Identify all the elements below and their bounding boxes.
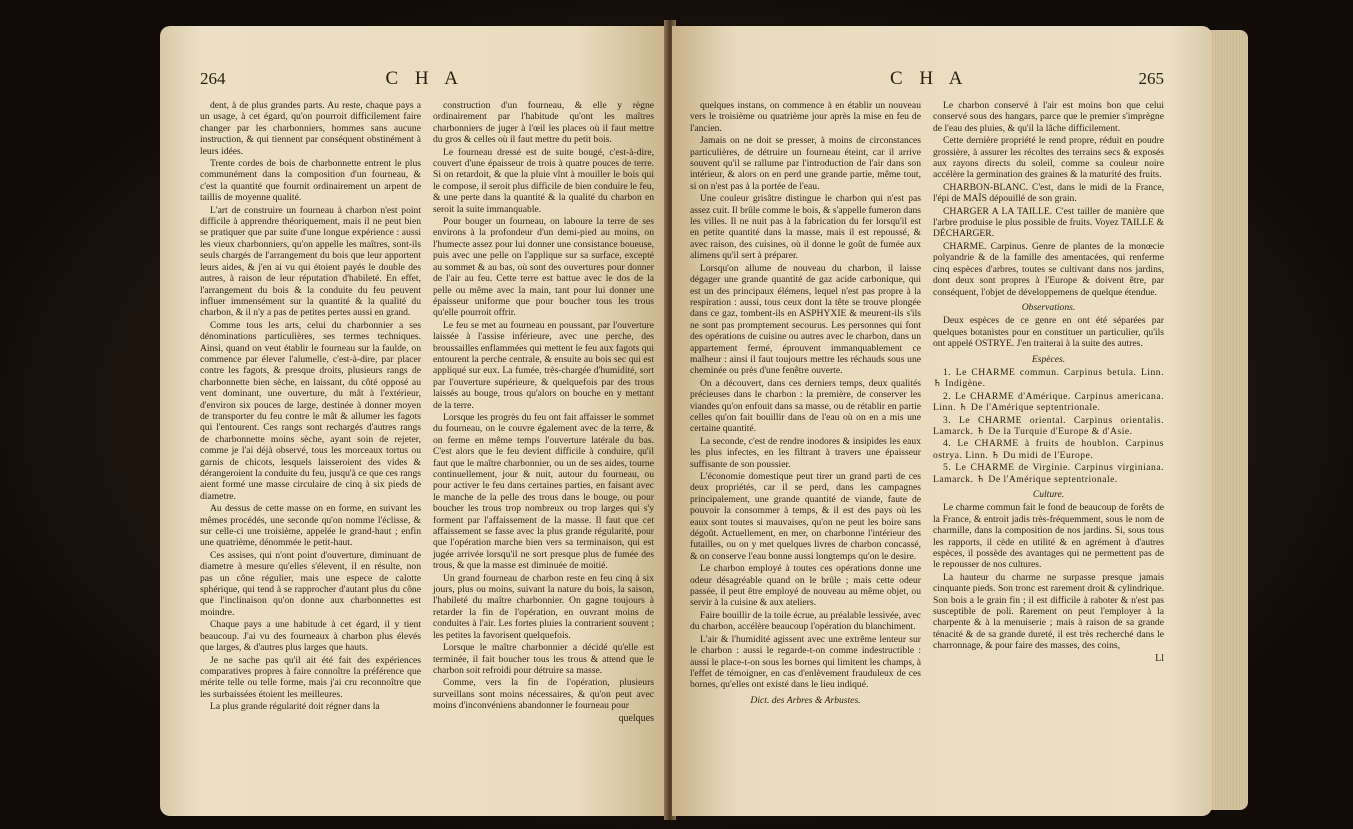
paragraph: Une couleur grisâtre distingue le charbon qui n'est pas assez cuit. Il brûle comme le bois, & s'appelle fumeron dans les villes. Il ne nuit pas à la fabrication du fer lorsqu'il est en petite quantité dans la masse, mais il est repoussé, & avec raison, des cuisines, où il donne le goût de fumée aux alimens qu'il sert à préparer. [690,193,921,262]
left-running-head: C H A [385,68,465,89]
paragraph: La seconde, c'est de rendre inodores & insipides les eaux les plus infectes, en les filtrant à travers une épaisseur suffisante de son poussier. [690,435,921,470]
paragraph: Faire bouillir de la toile écrue, au préalable lessivée, avec du charbon, accélère beaucoup l'opération du blanchiment. [690,609,921,633]
paragraph: L'art de construire un fourneau à charbon n'est point difficile à apprendre théoriquement, mais il ne peut bien se pratiquer que par suite d'une longue expérience : aussi les vieux charbonniers, qu'on appelle les maîtres, sont-ils seuls chargés de l'arrangement du bois que leur apportent leurs aides, & j'en ai vu qui étoient payés le double des autres, à raison de leur réputation d'habileté. En effet, l'arrangement du bois & la conduite du feu peuvent influer immensément sur la quantité & la qualité du charbon, & il n'y a pas de petites pertes aussi en grand. [200,204,421,319]
right-column-1 [690,100,921,708]
left-page [160,26,668,816]
paragraph: Je ne sache pas qu'il ait été fait des expériences comparatives propres à faire connoître la préférence que mérite telle ou telle forme, mais j'ai cru reconnoître que les surbaissées étoient les meilleures. [200,654,421,700]
species-item: 1. Le CHARME commun. Carpinus betula. Linn. ♄ Indigène. [933,366,1164,390]
paragraph: construction d'un fourneau, & elle y règne ordinairement par l'habitude qu'ont les maîtres charbonniers de juger à l'œil les places où il faut mettre du gros & celles où il faut mettre du petit bois. [433,100,654,146]
source-citation: Dict. des Arbres & Arbustes. [750,694,861,706]
paragraph: Chaque pays a une habitude à cet égard, il y tient beaucoup. J'ai vu des fourneaux à charbon plus élevés que larges, & d'autres plus larges que hauts. [200,619,421,654]
paragraph: Pour bouger un fourneau, on laboure la terre de ses environs à la profondeur d'un demi-pied au moins, on l'humecte assez pour lui donner une consistance boueuse, puis avec une pelle on l'applique sur sa surface, excepté au sommet & au bas, où sont des ouvertures pour donner de l'air au feu. Cette terre est battue avec le dos de la pelle ou même avec la main, tant pour lui donner une épaisseur uniforme que pour boucher tous les trous qu'elle pourroit offrir. [433,216,654,319]
left-header [200,68,654,90]
entry-charme: CHARME. Carpinus. Genre de plantes de la monœcie polyandrie & de la famille des amentacées, qui renferme cinq espèces d'arbres, toutes se cultivant dans nos jardins, dont deux sont propres à l'Europe & doivent être, par conséquent, l'objet de développemens de quelque étendue. [933,240,1164,298]
species-item: 5. Le CHARME de Virginie. Carpinus virginiana. Lamarck. ♄ De l'Amérique septentrionale. [933,462,1164,485]
left-page-number: 264 [200,69,226,88]
paragraph: dent, à de plus grandes parts. Au reste, chaque pays a un usage, à cet égard, qu'on pourroit difficilement faire changer par les charbonniers, hommes sans aucune instruction, & qui tiennent par conséquent obstinément à leurs idées. [200,100,421,157]
paragraph: L'économie domestique peut tirer un grand parti de ces deux propriétés, car il se perd, dans les campagnes principalement, une grande quantité de viande, faute de pouvoir la consommer à temps, & il est des pays où les eaux sont toutes si mauvaises, qu'on ne peut les boire sans dégoût. Actuellement, en mer, on charbonne l'intérieur des futailles, ou on y met quelques livres de charbon concassé, & on conserve l'eau bonne aussi longtemps qu'on le desire. [690,471,921,562]
page-edges [1208,30,1248,810]
paragraph: Le charme commun fait le fond de beaucoup de forêts de la France, & entroit jadis très-fréquemment, sous le nom de charmille, dans la composition de nos jardins. Si, sous tous les rapports, il cède en utilité & en agrément à d'autres espèces, il possède des avantages qui ne permettent pas de le repousser de nos cultures. [933,502,1164,571]
paragraph: La plus grande régularité doit régner dans la [210,701,380,713]
section-heading: Culture. [1032,489,1065,500]
paragraph: Trente cordes de bois de charbonnette entrent le plus communément dans la composition d'un fourneau, & c'est la quantité que fournit ordinairement un arpent de taillis de moyenne qualité. [200,158,421,204]
section-heading: Observations. [1021,301,1076,313]
paragraph: Le charbon conservé à l'air est moins bon que celui conservé sous des hangars, parce que le premier s'imprègne de l'eau des pluies, & qu'il la lâche difficilement. [933,100,1164,134]
left-catchword: quelques [618,712,654,724]
paragraph: Deux espèces de ce genre en ont été séparées par quelques botanistes pour en constituer un particulier, qu'ils ont appelé OSTRYE. J'en traiterai à la suite des autres. [933,315,1164,350]
species-item: 4. Le CHARME à fruits de houblon. Carpinus ostrya. Linn. ♄ Du midi de l'Europe. [933,438,1164,461]
left-column-1 [200,100,421,724]
paragraph: La hauteur du charme ne surpasse presque jamais cinquante pieds. Son tronc est rarement droit & cylindrique. Son bois a le grain fin ; il est difficile à raboter & n'est pas susceptible de poli. Rarement on peut l'employer à la charpente & à la menuiserie ; mais à raison de sa grande ténacité & de sa grande dureté, il est très recherché dans le charronnage, & pour faire des masses, des coins, [933,571,1164,652]
right-column-2 [933,100,1164,708]
paragraph: quelques instans, on commence à en établir un nouveau vers le troisième ou quatrième jour après la mise en feu de l'ancien. [690,100,921,134]
paragraph: Ces assises, qui n'ont point d'ouverture, diminuant de diametre à mesure qu'elles s'élevent, il en résulte, non pas un cône régulier, mais une espece de calotte sphérique, qui tend à se rapprocher d'autant plus du cône que l'inclinaison qu'on donne aux charbonnettes est moindre. [200,549,421,618]
right-signature-mark: Ll [1155,652,1164,664]
left-column-2 [433,100,654,724]
paragraph: Un grand fourneau de charbon reste en feu cinq à six jours, plus ou moins, suivant la nature du bois, la saison, l'habileté du maître charbonnier. On gagne toujours à retarder la fin de l'opération, en ouvrant moins de conduites à l'air. Les fortes pluies la contrarient souvent ; les petites la favorisent quelquefois. [433,572,654,641]
paragraph: L'air & l'humidité agissent avec une extrême lenteur sur le charbon : aussi le regarde-t-on comme indestructible : aussi le place-t-on sous les bornes qui limitent les champs, à l'effet de témoigner, en cas d'enlèvement frauduleux de ces bornes, qu'elles ont existé dans le lieu indiqué. [690,633,921,691]
right-page [672,26,1212,816]
right-header [690,68,1164,90]
right-page-number: 265 [1138,69,1164,88]
paragraph: On a découvert, dans ces derniers temps, deux qualités précieuses dans le charbon : la première, de conserver les viandes qu'on enfouit dans sa masse, ou de rétablir en partie celles qu'on fait bouillir dans de l'eau où on en a mis une certaine quantité. [690,377,921,435]
right-running-head: C H A [889,68,969,89]
paragraph: Lorsque les progrès du feu ont fait affaisser le sommet du fourneau, on le couvre également avec de la terre, & on ferme en même temps l'ouverture latérale du bas. C'est alors que le feu devient difficile à conduire, qu'il faut que le maître charbonnier, ou un de ses aides, tourne continuellement, jour & nuit, autour du fourneau, ou pour activer le feu dans certaines parties, en faisant avec le manche de la pelle des trous dans le bouge, ou pour boucher les trous trop nombreux ou trop larges qui s'y forment par l'affaissement de la masse. Il faut que cet affaissement se fasse avec la plus grande régularité, pour que l'opération marche bien vers sa terminaison, qui est jugée arrivée lorsqu'il ne sort presque plus de fumée des trous, & que la masse est diminuée de moitié. [433,411,654,572]
paragraph: Cette dernière propriété le rend propre, réduit en poudre grossière, à assurer les récoltes des terrains secs & exposés aux rayons directs du soleil, comme sa couleur noire accélère la germination des graines & la maturité des fruits. [933,135,1164,181]
paragraph: Comme tous les arts, celui du charbonnier a ses dénominations particulières, ses termes techniques. Ainsi, quand on veut établir le fourneau sur la faulde, on commence par élever l'alumelle, c'est-à-dire, par placer contre les fagots, & presque droits, plusieurs rangs de charbonnette bien sèche, en laissant, du côté opposé au vent dominant, une ouverture, du mât à l'extérieur, d'environ six pouces de large, destinée à donner moyen de transporter du feu contre le mât & allumer les fagots qui l'entourent. Ces rangs sont rechargés d'autres rangs de charbonnette moins sèche, ayant soin de rejeter, comme je l'ai déjà observé, tous les morceaux tortus ou garnis de chicots, lesquels laisseroient des vides & dérangeroient la conduite du feu, jusqu'à ce que ces rangs aient formé une masse circulaire de cinq à six pieds de diametre. [200,319,421,502]
paragraph: Lorsqu'on allume de nouveau du charbon, il laisse dégager une grande quantité de gaz acide carbonique, qui est un des principaux élémens, lequel n'est pas propre à la respiration : aussi, tous ceux dont la tête se trouve plongée dans ce gaz, tombent-ils en ASPHYXIE & meurent-ils s'ils ne sont pas promptement secourus. Les personnes qui font des opérations de cuisine ou autres avec le charbon, dans un appartement fermé, éprouvent immanquablement ce malheur : ainsi il faut toujours mettre les réchauds sous une cheminée ou près d'une fenêtre ouverte. [690,262,921,377]
species-item: 3. Le CHARME oriental. Carpinus orientalis. Lamarck. ♄ De la Turquie d'Europe & d'Asie. [933,414,1164,437]
entry-charger: CHARGER A LA TAILLE. C'est tailler de manière que l'arbre produise le plus possible de fruits. Voyez TAILLE & DÉCHARGER. [933,205,1164,240]
species-item: 2. Le CHARME d'Amérique. Carpinus americana. Linn. ♄ De l'Amérique septentrionale. [933,390,1164,414]
paragraph: Jamais on ne doit se presser, à moins de circonstances particulières, de détruire un fourneau éteint, car il arrive souvent qu'il se rallume par l'introduction de l'air dans son intérieur, & alors on en perd une grande partie, même tout, si on n'est pas à la portée de l'eau. [690,135,921,192]
paragraph: Le feu se met au fourneau en poussant, par l'ouverture laissée à l'assise inférieure, avec une perche, des broussailles enflammées qui mettent le feu aux fagots qui entourent la perche centrale, & ensuite au bois sec qui est appliqué sur eux. La fumée, très-chargée d'humidité, sort par l'ouverture supérieure, & quelquefois par des trous laissés au bouge, trous qu'alors on bouche en y mettant de la terre. [433,319,654,411]
paragraph: Comme, vers la fin de l'opération, plusieurs surveillans sont moins nécessaires, & qu'on peut avec moins d'inconvéniens abandonner le fourneau pour [433,677,654,712]
entry-charbon-blanc: CHARBON-BLANC. C'est, dans le midi de la France, l'épi de MAÏS dépouillé de son grain. [933,181,1164,205]
paragraph: Lorsque le maître charbonnier a décidé qu'elle est terminée, il fait boucher tous les trous & attend que le charbon soit refroidi pour détruire sa masse. [433,642,654,676]
section-heading: Espèces. [1031,353,1066,365]
paragraph: Le fourneau dressé est de suite bougé, c'est-à-dire, couvert d'une épaisseur de trois à quatre pouces de terre. Si on retardoit, & que la pluie vînt à mouiller le bois qui le compose, il seroit plus difficile de bien conduire le feu, & une perte dans la quantité & la qualité du charbon en seroit la suite immanquable. [433,146,654,215]
paragraph: Au dessus de cette masse on en forme, en suivant les mêmes procédés, une seconde qu'on nomme l'éclisse, & sur celle-ci une troisième, appelée le grand-haut ; enfin une quatrième, dénommée le petit-haut. [200,503,421,549]
paragraph: Le charbon employé à toutes ces opérations donne une odeur désagréable quand on le brûle ; mais cette odeur passée, il peut être employé de nouveau au même objet, ou servir à la cuisine & aux ateliers. [690,563,921,609]
